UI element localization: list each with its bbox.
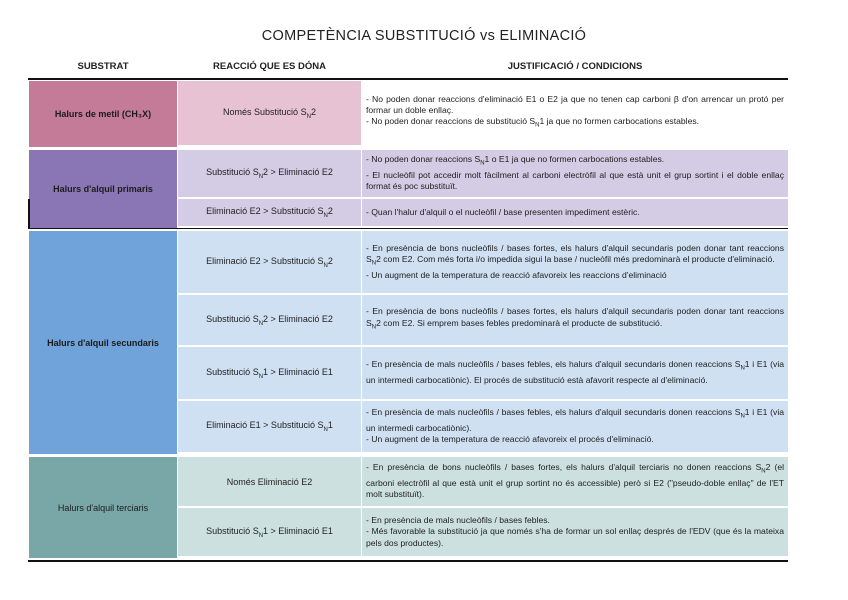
reaccio-label: Eliminació E1 > Substitució $S_N1$	[206, 420, 333, 433]
reaccio-cell	[178, 347, 361, 399]
justificacio-line: - El nucleòfil pot accedir molt fàcilment al carboni electròfil al que està unit el grup sortint i el doble enllaç format és poc substituït.	[366, 170, 784, 192]
justificacio-cell	[362, 457, 788, 506]
reaccio-label: Eliminació E2 > Substitució $S_N2$	[206, 255, 333, 269]
substrat-cell: Halurs d'alquil secundaris	[29, 231, 177, 454]
justificacio-line: - Quan l'halur d'alquil o el nucleòfil / base presenten impediment estèric.	[366, 206, 640, 217]
reaccio-cell	[178, 199, 361, 226]
substrat-cell: Halurs de metil (CH₃X)	[29, 81, 177, 147]
reaccio-cell	[178, 295, 361, 345]
justificacio-line: - En presència de mals nucleòfils / bases febles, els halurs d'alquil secundaris donen reaccions $S_N1$ i E1 (via un intermedi carbocatiònic). El procés de substitució està afavorit respecte al d'eliminació.	[366, 359, 785, 386]
reaccio-cell	[178, 401, 361, 452]
justificacio-cell	[362, 231, 788, 293]
reaccio-label: Només Eliminació E2	[226, 476, 313, 487]
justificacio-line: - En presència de mals nucleòfils / bases febles.	[366, 515, 550, 526]
justificacio-line: - En presència de bons nucleòfils / bases fortes, els halurs d'alquil secundaris poden donar tant reaccions $S_N2$ com E2. Si emprem bases febles predominarà el producte de substitució.	[366, 306, 784, 331]
reaccio-cell	[178, 457, 361, 506]
justificacio-cell	[362, 150, 788, 197]
reaccio-cell	[178, 150, 361, 197]
reaccio-label: Substitució $S_N1$ > Eliminació E1	[206, 366, 333, 380]
header-rule	[28, 78, 788, 80]
justificacio-cell	[362, 81, 788, 145]
header-reaccio: REACCIÓ QUE ES DÓNA	[213, 61, 326, 72]
primaris-bottom-accent	[28, 228, 788, 229]
justificacio-line: - Un augment de la temperatura de reacció afavoreix el procés d'eliminació.	[366, 434, 654, 445]
header-justificacio: JUSTIFICACIÓ / CONDICIONS	[507, 61, 643, 72]
justificacio-cell	[362, 347, 788, 399]
justificacio-line: - En presència de mals nucleòfils / bases febles, els halurs d'alquil secundaris donen reaccions $S_N1$ i E1 (via un intermedi carbocatiònic).	[366, 407, 785, 434]
primaris-border-accent	[28, 199, 30, 228]
substrat-cell: Halurs d'alquil terciaris	[29, 457, 177, 558]
justificacio-cell	[362, 508, 788, 556]
reaccio-label: Substitució $S_N2$ > Eliminació E2	[206, 167, 333, 180]
reaccio-cell	[178, 508, 361, 556]
reaccio-label: Substitució $S_N1$ > Eliminació E1	[206, 525, 333, 539]
justificacio-line: - Un augment de la temperatura de reacció afavoreix les reaccions d'eliminació	[366, 269, 667, 280]
justificacio-line: - No poden donar reaccions d'eliminació E1 o E2 ja que no tenen cap carboni β d'on arrencar un protó per formar un doble enllaç.	[366, 93, 784, 116]
justificacio-line: - En presència de bons nucleòfils / bases fortes, els halurs d'alquil secundaris poden donar tant reaccions $S_N2$ com E2. Com més forta i/o impedida sigui la base / nucleòfil més predominarà el producte d'eliminació.	[366, 242, 784, 267]
substrat-cell: Halurs d'alquil primaris	[29, 150, 177, 228]
justificacio-cell	[362, 401, 788, 452]
justificacio-line: - Més favorable la substitució ja que només s'ha de formar un sol enllaç després de l'EDV (que és la mateixa pels dos productes).	[366, 526, 784, 548]
reaccio-cell	[178, 231, 361, 293]
justificacio-line: - No poden donar reaccions de substitució $S_N1$ ja que no formen carbocations estables.	[366, 116, 700, 129]
justificacio-line: - En presència de bons nucleòfils / bases fortes, els halurs d'alquil terciaris no donen reaccions $S_N2$ (el carboni electròfil al que està unit el grup sortint no és accessible) però si E2 ("pseudo-doble enllaç" de l'ET molt substituït).	[366, 462, 785, 500]
justificacio-line: - No poden donar reaccions $S_N1$ o E1 ja que no formen carbocations estables.	[366, 154, 665, 168]
page-title: COMPETÈNCIA SUBSTITUCIÓ vs ELIMINACIÓ	[261, 28, 587, 44]
bottom-rule	[28, 560, 788, 562]
reaccio-label: Substitució $S_N2$ > Eliminació E2	[206, 313, 333, 327]
justificacio-cell	[362, 295, 788, 345]
reaccio-label: Eliminació E2 > Substitució $S_N2$	[206, 206, 333, 219]
justificacio-cell	[362, 199, 788, 226]
header-substrat: SUBSTRAT	[77, 61, 129, 72]
reaccio-cell	[178, 81, 361, 145]
reaccio-label: Només Substitució $S_N2$	[223, 106, 316, 120]
